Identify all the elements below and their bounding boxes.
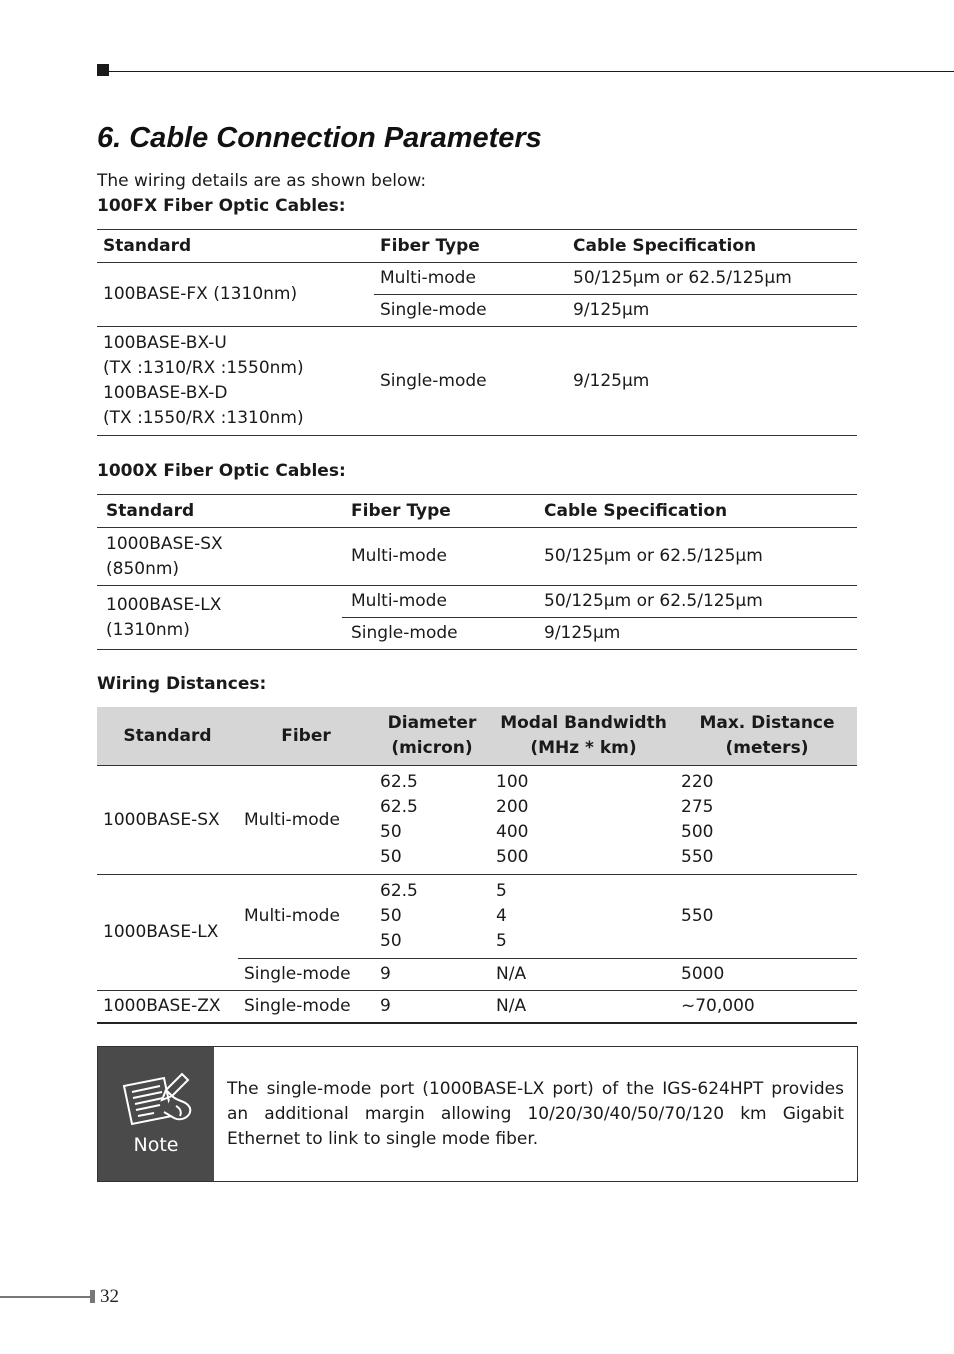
value-line: 50 — [380, 931, 402, 951]
header-diameter — [374, 707, 490, 766]
table-header-row — [97, 495, 857, 528]
table-row — [97, 528, 857, 586]
value-line: 5 — [496, 881, 507, 901]
standard-line: (850nm) — [106, 558, 180, 579]
standard-line: 100BASE-BX-D — [103, 383, 228, 403]
header-fiber-type: Fiber Type — [374, 230, 567, 263]
value-line: 4 — [496, 906, 507, 926]
intro-text: The wiring details are as shown below: — [97, 171, 427, 191]
header-standard: Standard — [97, 707, 238, 766]
value-line: 5 — [496, 931, 507, 951]
cell-standard — [97, 528, 342, 586]
cell-diameter: 9 — [374, 959, 490, 991]
table-header-row — [97, 707, 857, 766]
value-line: 62.5 — [380, 881, 418, 901]
section-label-100fx: 100FX Fiber Optic Cables: — [97, 196, 346, 216]
value-line: 62.5 — [380, 797, 418, 817]
cell-fiber: Multi-mode — [238, 766, 374, 875]
header-max-distance — [677, 707, 857, 766]
standard-line: 100BASE-BX-U — [103, 333, 227, 353]
note-label: Note — [133, 1134, 179, 1156]
standard-line: (1310nm) — [106, 619, 190, 640]
header-square-mark — [97, 64, 109, 76]
section-label-1000x: 1000X Fiber Optic Cables: — [97, 461, 346, 481]
cell-fiber-type: Single-mode — [374, 295, 567, 327]
value-line: 62.5 — [380, 772, 418, 792]
note-text: The single-mode port (1000BASE-LX port) of the IGS-624HPT provides an additional margin allowing 10/20/30/40/50/70/120 km Gigabit Ethernet to link to single mode fiber. — [227, 1079, 844, 1149]
table-100fx — [97, 229, 857, 436]
header-fiber-type: Fiber Type — [342, 495, 535, 528]
table-1000x — [97, 494, 857, 650]
value-line: 500 — [496, 847, 529, 867]
header-fiber: Fiber — [238, 707, 374, 766]
value-line: 50 — [380, 906, 402, 926]
value-line: 275 — [681, 797, 714, 817]
note-box — [97, 1046, 858, 1182]
header-cable-spec: Cable Specification — [567, 230, 857, 263]
header-line: (micron) — [391, 738, 473, 758]
cell-max-distance — [677, 766, 857, 875]
note-sidebar — [98, 1047, 214, 1181]
cell-diameter: 9 — [374, 991, 490, 1024]
cell-max-distance: 550 — [677, 875, 857, 959]
standard-line: (TX :1310/RX :1550nm) — [103, 358, 304, 378]
cell-cable-spec: 9/125µm — [567, 327, 857, 436]
cell-diameter — [374, 766, 490, 875]
section-label-wiring: Wiring Distances: — [97, 674, 267, 694]
cell-modal-bandwidth: N/A — [490, 959, 677, 991]
cell-fiber: Single-mode — [238, 959, 374, 991]
cell-fiber-type: Single-mode — [374, 327, 567, 436]
table-row — [97, 327, 857, 436]
value-line: 50 — [380, 822, 402, 842]
standard-line: 1000BASE-SX — [106, 533, 223, 554]
page-number: 32 — [100, 1286, 119, 1307]
table-header-row — [97, 230, 857, 263]
value-line: 100 — [496, 772, 529, 792]
footer-mark — [90, 1290, 95, 1303]
cell-standard: 1000BASE-LX — [97, 875, 238, 991]
cell-fiber-type: Multi-mode — [342, 528, 535, 586]
cell-fiber: Single-mode — [238, 991, 374, 1024]
cell-standard: 1000BASE-ZX — [97, 991, 238, 1024]
cell-cable-spec: 50/125µm or 62.5/125µm — [544, 591, 763, 611]
value-line: 200 — [496, 797, 529, 817]
cell-cable-spec: 9/125µm — [535, 618, 857, 650]
cell-fiber: Multi-mode — [238, 875, 374, 959]
header-line: Max. Distance — [699, 713, 835, 733]
standard-line: (TX :1550/RX :1310nm) — [103, 408, 304, 428]
footer-rule — [0, 1296, 90, 1298]
table-row — [97, 263, 857, 295]
cell-diameter — [374, 875, 490, 959]
cell-standard: 100BASE-FX (1310nm) — [103, 284, 298, 304]
cell-modal-bandwidth — [490, 766, 677, 875]
cell-cable-spec: 50/125µm or 62.5/125µm — [535, 528, 857, 586]
value-line: 550 — [681, 847, 714, 867]
header-line: Diameter — [387, 713, 477, 733]
cell-fiber-type: Single-mode — [342, 618, 535, 650]
cell-standard — [97, 586, 342, 650]
header-standard: Standard — [97, 230, 374, 263]
note-writing-hand-icon — [116, 1072, 196, 1130]
cell-cable-spec: 9/125µm — [567, 295, 857, 327]
header-standard: Standard — [97, 495, 342, 528]
table-row — [97, 991, 857, 1024]
table-row — [97, 766, 857, 875]
header-line: Modal Bandwidth — [500, 713, 667, 733]
header-rule — [109, 71, 954, 72]
cell-modal-bandwidth: N/A — [490, 991, 677, 1024]
cell-fiber-type: Multi-mode — [351, 591, 447, 611]
cell-cable-spec: 50/125µm or 62.5/125µm — [573, 268, 792, 288]
cell-modal-bandwidth — [490, 875, 677, 959]
table-wiring-distances — [97, 707, 857, 1024]
cell-standard: 1000BASE-SX — [97, 766, 238, 875]
table-row — [97, 875, 857, 959]
cell-standard — [97, 327, 374, 436]
header-modal-bandwidth — [490, 707, 677, 766]
table-row — [97, 586, 857, 618]
value-line: 50 — [380, 847, 402, 867]
header-line: (MHz * km) — [530, 738, 637, 758]
value-line: 400 — [496, 822, 529, 842]
cell-max-distance: ~70,000 — [677, 991, 857, 1024]
value-line: 220 — [681, 772, 714, 792]
header-line: (meters) — [725, 738, 809, 758]
cell-max-distance: 5000 — [677, 959, 857, 991]
standard-line: 1000BASE-LX — [106, 594, 222, 615]
value-line: 500 — [681, 822, 714, 842]
page-title: 6. Cable Connection Parameters — [97, 122, 542, 154]
header-cable-spec: Cable Specification — [535, 495, 857, 528]
cell-fiber-type: Multi-mode — [380, 268, 476, 288]
